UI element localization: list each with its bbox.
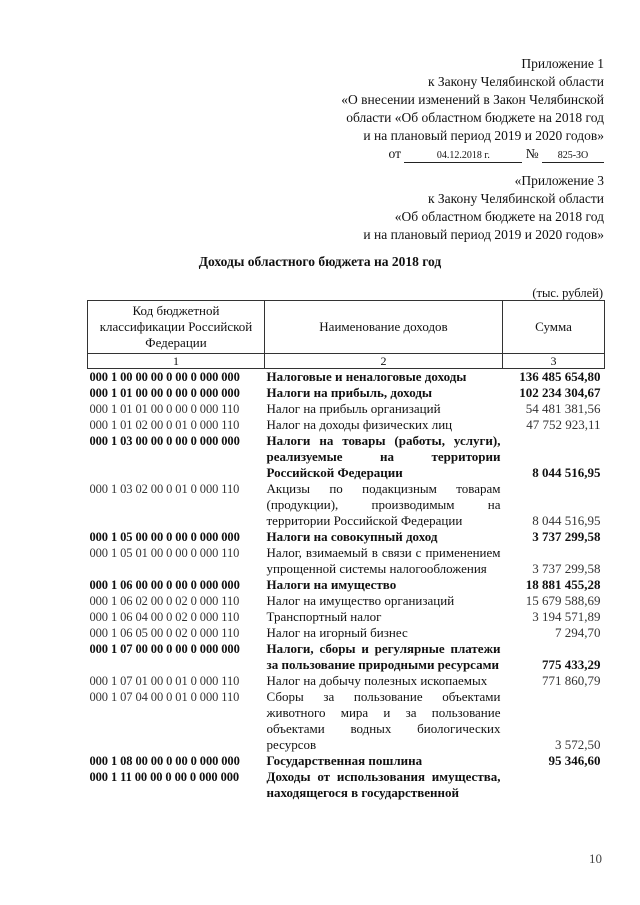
- row-amount: 3 194 571,89: [532, 609, 601, 624]
- appendix-line: и на плановый период 2019 и 2020 годов»: [363, 227, 604, 242]
- row-amount: 775 433,29: [542, 657, 601, 672]
- appendix-1-header: [341, 55, 604, 163]
- table-row: [88, 769, 605, 801]
- table-row: [88, 577, 605, 593]
- table-row: [88, 433, 605, 481]
- row-name: Налог на добычу полезных ископаемых: [266, 673, 488, 688]
- table-row: [88, 609, 605, 625]
- appendix-line: к Закону Челябинской области: [427, 74, 604, 89]
- table-row: [88, 641, 605, 673]
- table-row: [88, 753, 605, 769]
- revenue-table: [87, 300, 605, 801]
- row-name: Налог, взимаемый в связи с применением упрощенной системы налогообложения: [266, 545, 501, 576]
- column-number: 2: [265, 354, 503, 369]
- column-number: 3: [503, 354, 605, 369]
- table-row: [88, 401, 605, 417]
- units-label: (тыс. рублей): [532, 286, 603, 300]
- row-amount: 95 346,60: [548, 753, 601, 768]
- row-name: Налог на доходы физических лиц: [266, 417, 453, 432]
- row-code: 000 1 05 01 00 0 00 0 000 110: [89, 546, 240, 560]
- appendix-line: «О внесении изменений в Закон Челябинской: [341, 92, 604, 107]
- appendix-line: к Закону Челябинской области: [427, 191, 604, 206]
- table-row: [88, 673, 605, 689]
- row-code: 000 1 06 05 00 0 02 0 000 110: [89, 626, 240, 640]
- column-number-row: [88, 354, 605, 369]
- row-code: 000 1 03 00 00 0 00 0 000 000: [89, 434, 240, 448]
- row-amount: 3 737 299,58: [532, 561, 601, 576]
- row-code: 000 1 07 04 00 0 01 0 000 110: [89, 690, 240, 704]
- row-amount: 3 572,50: [555, 737, 601, 752]
- row-name: Налоги на товары (работы, услуги), реализуемые на территории Российской Федерации: [266, 433, 501, 480]
- row-name: Налог на игорный бизнес: [266, 625, 408, 640]
- row-amount: 102 234 304,67: [519, 385, 601, 400]
- row-code: 000 1 01 02 00 0 01 0 000 110: [89, 418, 240, 432]
- header-amount: Сумма: [503, 301, 605, 354]
- row-amount: 3 737 299,58: [532, 529, 601, 544]
- table-row: [88, 385, 605, 401]
- row-name: Налог на прибыль организаций: [266, 401, 441, 416]
- column-number: 1: [88, 354, 265, 369]
- row-code: 000 1 05 00 00 0 00 0 000 000: [89, 530, 240, 544]
- table-row: [88, 369, 605, 386]
- row-name: Акцизы по подакцизным товарам (продукции), производимым на территории Российской Федерации: [266, 481, 501, 528]
- row-name: Транспортный налог: [266, 609, 382, 624]
- table-row: [88, 481, 605, 529]
- row-name: Налоги на совокупный доход: [266, 529, 438, 544]
- row-name: Налоги, сборы и регулярные платежи за пользование природными ресурсами: [266, 641, 501, 672]
- table-header-row: [88, 301, 605, 354]
- header-code: Код бюджетной классификации Российской Федерации: [88, 301, 265, 354]
- row-code: 000 1 01 00 00 0 00 0 000 000: [89, 386, 240, 400]
- law-date: 04.12.2018 г.: [404, 150, 522, 163]
- appendix-line: и на плановый период 2019 и 2020 годов»: [363, 128, 604, 143]
- row-name: Государственная пошлина: [266, 753, 423, 768]
- appendix-3-header: [363, 172, 604, 244]
- row-code: 000 1 06 04 00 0 02 0 000 110: [89, 610, 240, 624]
- page-title: Доходы областного бюджета на 2018 год: [198, 254, 442, 269]
- signature-date-line: [341, 145, 604, 163]
- row-amount: 8 044 516,95: [532, 513, 601, 528]
- row-code: 000 1 08 00 00 0 00 0 000 000: [89, 754, 240, 768]
- appendix-line: Приложение 1: [521, 56, 604, 71]
- row-name: Налоговые и неналоговые доходы: [266, 369, 467, 384]
- row-name: Доходы от использования имущества, находящегося в государственной: [266, 769, 501, 800]
- row-amount: 15 679 588,69: [525, 593, 601, 608]
- table-row: [88, 689, 605, 753]
- row-amount: 8 044 516,95: [532, 465, 601, 480]
- table-row: [88, 529, 605, 545]
- row-code: 000 1 01 01 00 0 00 0 000 110: [89, 402, 240, 416]
- law-number: 825-ЗО: [542, 150, 604, 163]
- row-code: 000 1 07 00 00 0 00 0 000 000: [89, 642, 240, 656]
- row-amount: 136 485 654,80: [519, 369, 601, 384]
- appendix-line: «Приложение 3: [514, 173, 604, 188]
- row-name: Сборы за пользование объектами животного мира и за пользование объектами водных биологических ресурсов: [266, 689, 501, 752]
- page-number: 10: [589, 851, 602, 866]
- table-row: [88, 625, 605, 641]
- row-name: Налог на имущество организаций: [266, 593, 455, 608]
- header-name: Наименование доходов: [265, 301, 503, 354]
- table-row: [88, 593, 605, 609]
- appendix-line: «Об областном бюджете на 2018 год: [394, 209, 604, 224]
- row-amount: 54 481 381,56: [525, 401, 601, 416]
- table-row: [88, 417, 605, 433]
- row-code: 000 1 06 02 00 0 02 0 000 110: [89, 594, 240, 608]
- row-name: Налоги на прибыль, доходы: [266, 385, 433, 400]
- number-label: №: [525, 146, 539, 161]
- appendix-line: области «Об областном бюджете на 2018 год: [346, 110, 604, 125]
- row-amount: 7 294,70: [555, 625, 601, 640]
- row-name: Налоги на имущество: [266, 577, 397, 592]
- row-amount: 18 881 455,28: [525, 577, 601, 592]
- table-row: [88, 545, 605, 577]
- row-amount: [503, 769, 605, 801]
- row-amount: 771 860,79: [542, 673, 601, 688]
- row-amount: 47 752 923,11: [526, 417, 601, 432]
- from-label: от: [388, 146, 401, 161]
- row-code: 000 1 07 01 00 0 01 0 000 110: [89, 674, 240, 688]
- row-code: 000 1 03 02 00 0 01 0 000 110: [89, 482, 240, 496]
- row-code: 000 1 00 00 00 0 00 0 000 000: [89, 370, 240, 384]
- row-code: 000 1 06 00 00 0 00 0 000 000: [89, 578, 240, 592]
- row-code: 000 1 11 00 00 0 00 0 000 000: [89, 770, 240, 784]
